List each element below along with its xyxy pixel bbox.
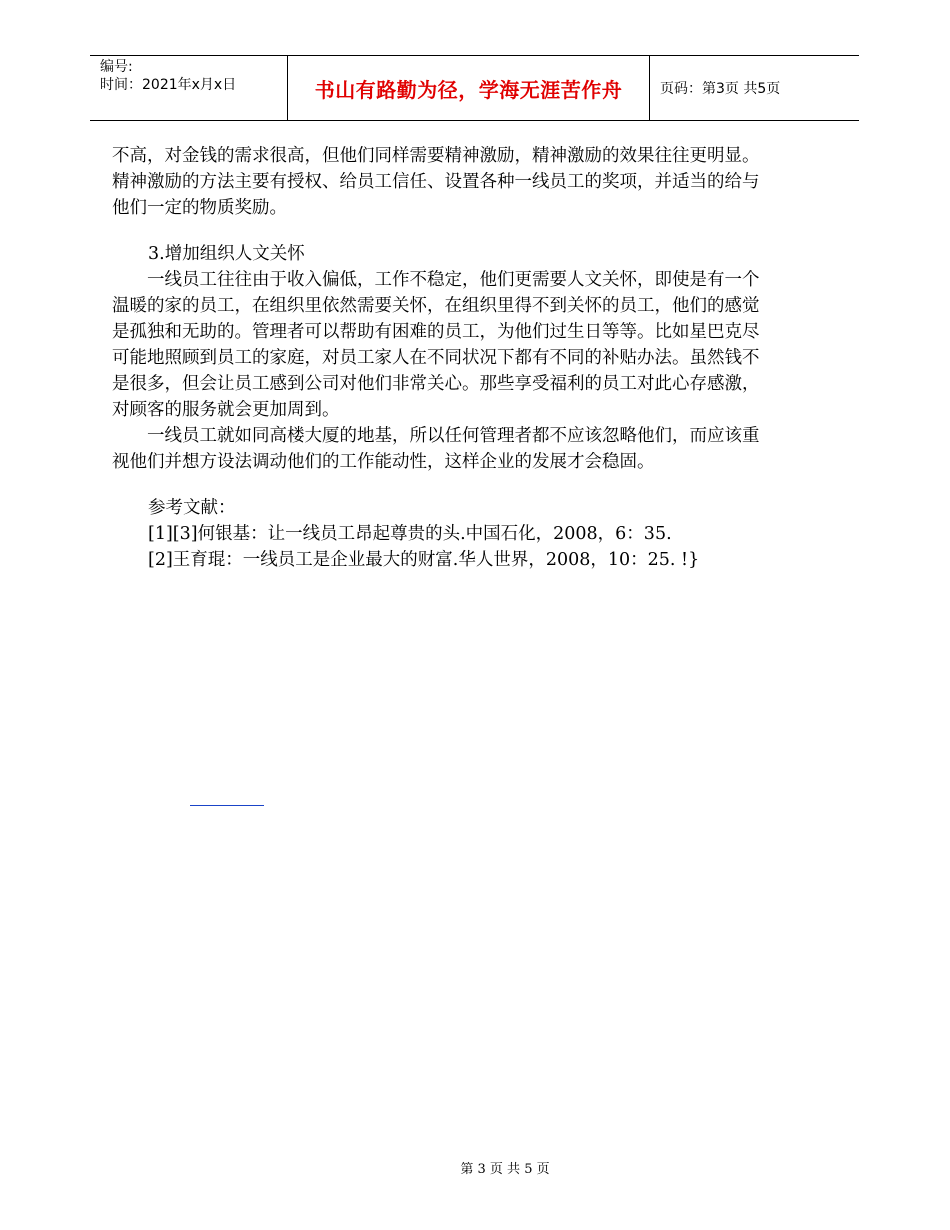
section-heading: 3.增加组织人文关怀 (148, 244, 305, 264)
references-title: 参考文献： (148, 498, 236, 518)
header-motto-cell (287, 56, 650, 120)
header-page-cell (660, 56, 780, 120)
spacer (112, 475, 768, 495)
header-motto: 书山有路勤为径，学海无涯苦作舟 (314, 77, 623, 102)
page-header (90, 55, 859, 121)
header-meta (100, 58, 236, 94)
time-label: 时间：2021年x月x日 (100, 77, 237, 93)
spacer (112, 221, 768, 241)
number-label: 编号: (100, 59, 133, 75)
page-footer: 第 3 页 共 5 页 (460, 1162, 550, 1177)
header-page-label: 页码：第3页 共5页 (660, 81, 781, 97)
reference-item: [2]王育琨：一线员工是企业最大的财富.华人世界，2008，10：25. !} (148, 550, 700, 570)
reference-item: [1][3]何银基：让一线员工昂起尊贵的头.中国石化，2008，6：35. (148, 524, 672, 544)
paragraph-conclusion: 一线员工就如同高楼大厦的地基，所以任何管理者都不应该忽略他们，而应该重视他们并想方设法调动他们的工作能动性，这样企业的发展才会稳固。 (112, 426, 760, 472)
paragraph-humanistic-care: 一线员工往往由于收入偏低，工作不稳定，他们更需要人文关怀，即使是有一个温暖的家的员工，在组织里依然需要关怀，在组织里得不到关怀的员工，他们的感觉是孤独和无助的。管理者可以帮助有困难的员工，为他们过生日等等。比如星巴克尽可能地照顾到员工的家庭，对员工家人在不同状况下都有不同的补贴办法。虽然钱不是很多，但会让员工感到公司对他们非常关心。那些享受福利的员工对此心存感激，对顾客的服务就会更加周到。 (112, 270, 760, 420)
document-body (112, 143, 768, 573)
hyperlink-underline[interactable] (190, 805, 264, 806)
paragraph-spiritual-incentive: 不高，对金钱的需求很高，但他们同样需要精神激励，精神激励的效果往往更明显。精神激励的方法主要有授权、给员工信任、设置各种一线员工的奖项，并适当的给与他们一定的物质奖励。 (112, 146, 760, 218)
